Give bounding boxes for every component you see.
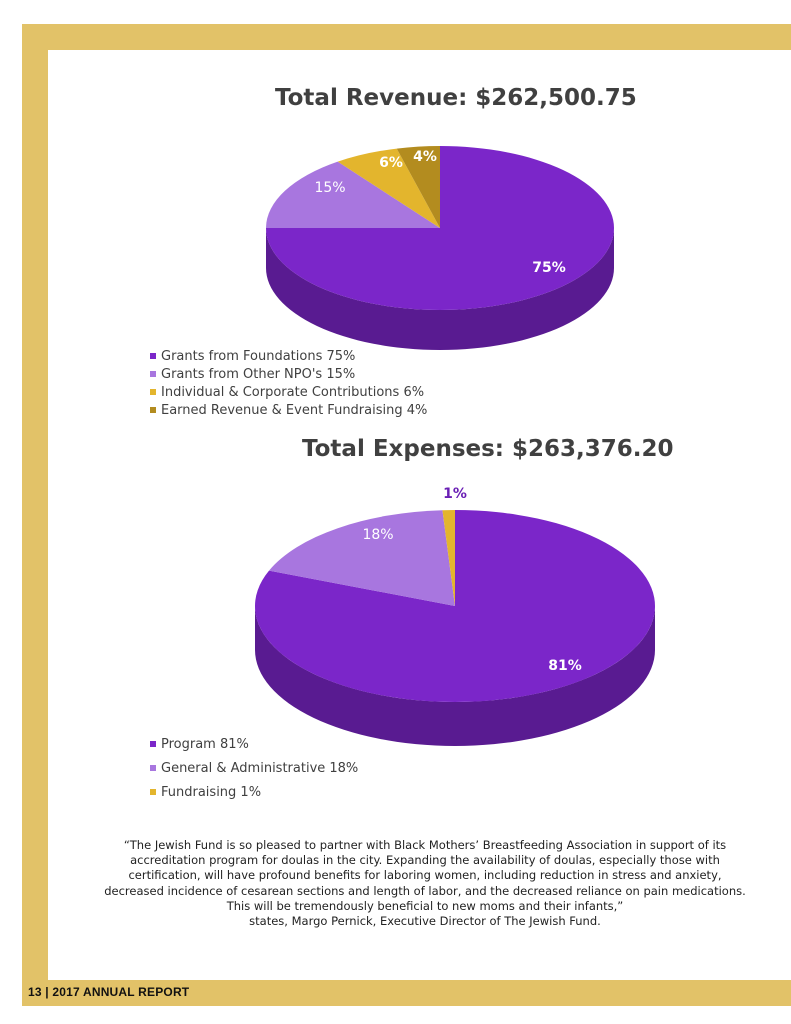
page-footer: 13 | 2017 ANNUAL REPORT: [28, 985, 190, 999]
pie-data-label-1-0: 81%: [548, 658, 582, 674]
pie-data-label-1-2: 1%: [443, 486, 467, 502]
legend-item-1-0: [150, 732, 358, 756]
revenue-chart-title: Total Revenue: $262,500.75: [275, 85, 637, 111]
legend-item-1-1: [150, 756, 358, 780]
pie-data-label-1-1: 18%: [362, 527, 394, 543]
legend-label-0-0: Grants from Foundations 75%: [161, 348, 356, 364]
legend-swatch-1-2: [150, 789, 156, 795]
legend-label-0-2: Individual & Corporate Contributions 6%: [161, 384, 425, 400]
pie-data-label-0-0: 75%: [532, 260, 566, 276]
pie-data-label-0-1: 15%: [314, 180, 346, 196]
legend-label-0-3: Earned Revenue & Event Fundraising 4%: [161, 402, 428, 418]
quote-line: decreased incidence of cesarean sections and length of labor, and the decreased reliance on pain medications.: [104, 883, 746, 898]
legend-label-1-1: General & Administrative 18%: [161, 760, 359, 776]
quote-line: This will be tremendously beneficial to new moms and their infants,”: [226, 898, 624, 913]
quote-line: “The Jewish Fund is so pleased to partner with Black Mothers’ Breastfeeding Association in support of its: [123, 838, 727, 852]
legend-label-1-0: Program 81%: [161, 736, 249, 752]
quote-line: accreditation program for doulas in the city. Expanding the availability of doulas, especially those with: [130, 853, 720, 868]
legend-swatch-1-0: [150, 741, 156, 747]
testimonial-quote: [80, 838, 770, 929]
expenses-chart-title: Total Expenses: $263,376.20: [302, 436, 674, 462]
legend-item-1-2: [150, 780, 358, 804]
expenses-legend: [150, 732, 358, 804]
quote-line: states, Margo Pernick, Executive Director of The Jewish Fund.: [249, 914, 601, 929]
pie-data-label-0-2: 6%: [379, 155, 403, 171]
pie-data-label-0-3: 4%: [413, 149, 437, 165]
legend-swatch-1-1: [150, 765, 156, 771]
quote-line: certification, will have profound benefits for laboring women, including reduction in stress and anxiety,: [128, 868, 722, 883]
legend-label-0-1: Grants from Other NPO's 15%: [161, 366, 356, 382]
legend-label-1-2: Fundraising 1%: [161, 784, 262, 800]
